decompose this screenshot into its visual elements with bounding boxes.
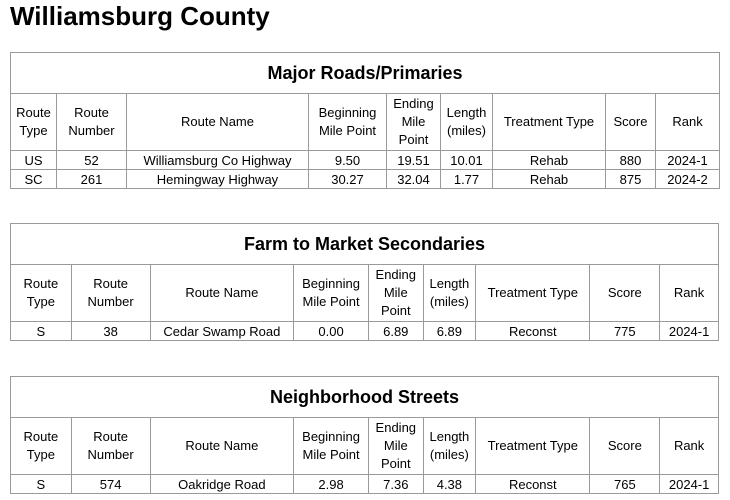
cell-beginning-mile-point: 0.00 xyxy=(294,322,369,341)
cell-beginning-mile-point: 9.50 xyxy=(309,151,387,170)
col-treatment-type: Treatment Type xyxy=(476,418,590,475)
col-rank: Rank xyxy=(656,94,720,151)
cell-rank: 2024-1 xyxy=(660,322,719,341)
cell-route-type: US xyxy=(11,151,57,170)
col-treatment-type: Treatment Type xyxy=(476,265,590,322)
cell-ending-mile-point: 32.04 xyxy=(387,170,441,189)
col-ending-mile-point: Ending Mile Point xyxy=(368,265,423,322)
cell-ending-mile-point: 7.36 xyxy=(368,475,423,494)
section-title: Major Roads/Primaries xyxy=(11,53,720,94)
col-route-number: Route Number xyxy=(71,265,150,322)
col-ending-mile-point: Ending Mile Point xyxy=(368,418,423,475)
cell-route-name: Hemingway Highway xyxy=(127,170,309,189)
cell-route-type: S xyxy=(11,322,72,341)
cell-route-number: 261 xyxy=(57,170,127,189)
col-route-type: Route Type xyxy=(11,94,57,151)
cell-route-type: S xyxy=(11,475,72,494)
table-row xyxy=(11,151,720,170)
cell-treatment-type: Reconst xyxy=(476,322,590,341)
col-rank: Rank xyxy=(660,265,719,322)
table-row xyxy=(11,170,720,189)
cell-route-number: 38 xyxy=(71,322,150,341)
col-route-name: Route Name xyxy=(127,94,309,151)
cell-beginning-mile-point: 2.98 xyxy=(294,475,369,494)
cell-rank: 2024-1 xyxy=(656,151,720,170)
col-score: Score xyxy=(590,265,660,322)
cell-route-number: 52 xyxy=(57,151,127,170)
farm-to-market-table xyxy=(10,223,719,341)
table-row xyxy=(11,475,719,494)
cell-ending-mile-point: 19.51 xyxy=(387,151,441,170)
header-row xyxy=(11,94,720,151)
col-length: Length (miles) xyxy=(441,94,493,151)
col-route-name: Route Name xyxy=(150,265,294,322)
neighborhood-streets-table xyxy=(10,376,719,494)
cell-treatment-type: Rehab xyxy=(493,170,606,189)
col-route-number: Route Number xyxy=(71,418,150,475)
col-route-type: Route Type xyxy=(11,418,72,475)
header-row xyxy=(11,418,719,475)
cell-rank: 2024-1 xyxy=(660,475,719,494)
section-title: Farm to Market Secondaries xyxy=(11,224,719,265)
col-beginning-mile-point: Beginning Mile Point xyxy=(294,418,369,475)
cell-treatment-type: Reconst xyxy=(476,475,590,494)
cell-treatment-type: Rehab xyxy=(493,151,606,170)
cell-score: 765 xyxy=(590,475,660,494)
cell-length: 10.01 xyxy=(441,151,493,170)
cell-length: 1.77 xyxy=(441,170,493,189)
cell-route-name: Williamsburg Co Highway xyxy=(127,151,309,170)
cell-score: 880 xyxy=(606,151,656,170)
page-title: Williamsburg County xyxy=(10,1,270,31)
col-beginning-mile-point: Beginning Mile Point xyxy=(294,265,369,322)
cell-rank: 2024-2 xyxy=(656,170,720,189)
major-roads-table xyxy=(10,52,720,189)
col-score: Score xyxy=(590,418,660,475)
cell-route-name: Cedar Swamp Road xyxy=(150,322,294,341)
col-length: Length (miles) xyxy=(423,265,476,322)
cell-length: 6.89 xyxy=(423,322,476,341)
col-score: Score xyxy=(606,94,656,151)
section-title: Neighborhood Streets xyxy=(11,377,719,418)
cell-route-type: SC xyxy=(11,170,57,189)
col-beginning-mile-point: Beginning Mile Point xyxy=(309,94,387,151)
col-treatment-type: Treatment Type xyxy=(493,94,606,151)
col-rank: Rank xyxy=(660,418,719,475)
cell-route-name: Oakridge Road xyxy=(150,475,294,494)
col-route-number: Route Number xyxy=(57,94,127,151)
table-row xyxy=(11,322,719,341)
cell-beginning-mile-point: 30.27 xyxy=(309,170,387,189)
col-length: Length (miles) xyxy=(423,418,476,475)
cell-route-number: 574 xyxy=(71,475,150,494)
cell-score: 875 xyxy=(606,170,656,189)
header-row xyxy=(11,265,719,322)
col-route-type: Route Type xyxy=(11,265,72,322)
col-route-name: Route Name xyxy=(150,418,294,475)
col-ending-mile-point: Ending Mile Point xyxy=(387,94,441,151)
cell-length: 4.38 xyxy=(423,475,476,494)
cell-ending-mile-point: 6.89 xyxy=(368,322,423,341)
cell-score: 775 xyxy=(590,322,660,341)
